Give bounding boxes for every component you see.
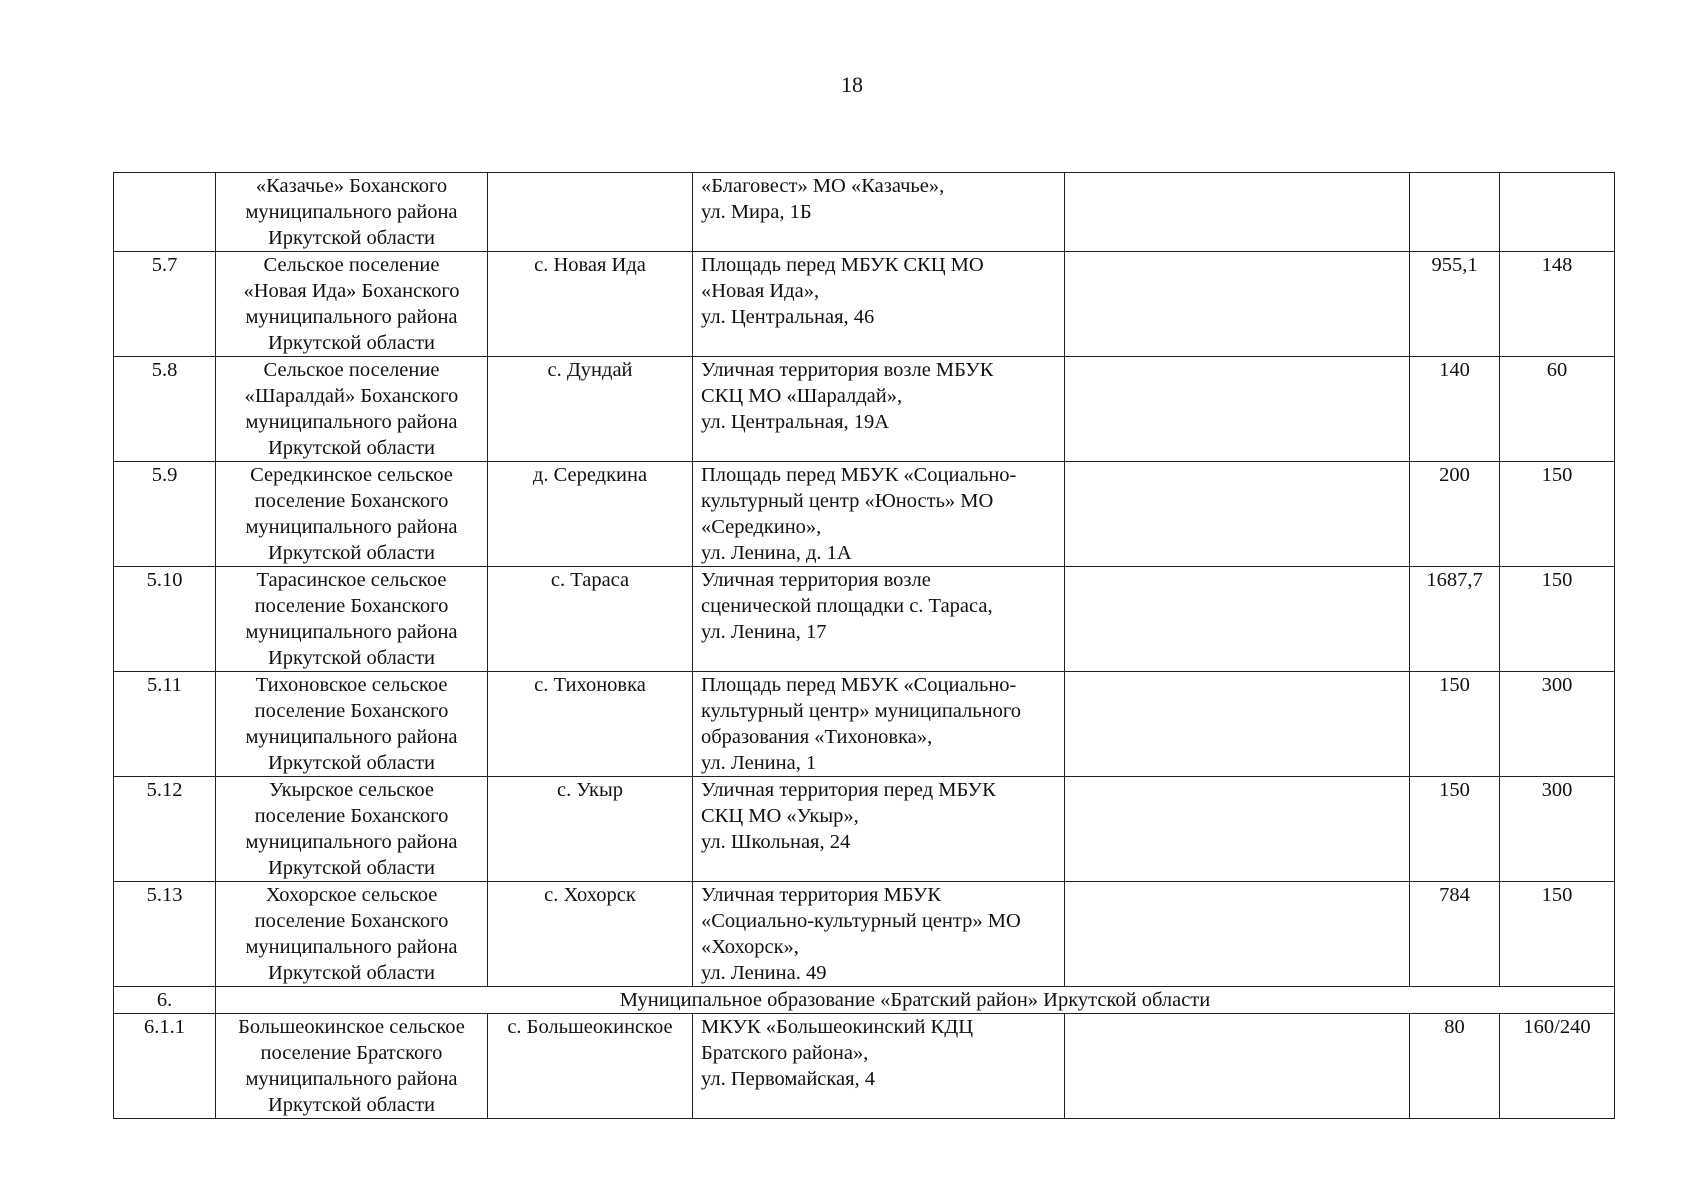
- area-value: 1687,7: [1410, 567, 1500, 672]
- settlement-name-line: «Новая Ида» Боханского: [243, 280, 460, 302]
- area-value: 150: [1410, 672, 1500, 777]
- table-row: [114, 173, 1615, 252]
- section-title: Муниципальное образование «Братский район» Иркутской области: [216, 987, 1615, 1014]
- settlement-name-line: муниципального района: [245, 936, 458, 958]
- settlement-name-line: Иркутской области: [267, 752, 436, 774]
- capacity-value: 300: [1500, 672, 1615, 777]
- settlement-name: [216, 882, 488, 987]
- section-row: [114, 987, 1615, 1014]
- capacity-value: 148: [1500, 252, 1615, 357]
- locality: с. Дундай: [488, 357, 693, 462]
- capacity-value: [1500, 173, 1615, 252]
- empty-cell: [1065, 462, 1410, 567]
- venue-address-line: «Социально-культурный центр» МО: [701, 910, 1021, 932]
- empty-cell: [1065, 1014, 1410, 1119]
- capacity-value: 160/240: [1500, 1014, 1615, 1119]
- row-number: [114, 173, 216, 252]
- venue-address-line: Уличная территория возле МБУК: [701, 359, 994, 381]
- row-number: 5.13: [114, 882, 216, 987]
- area-value: 200: [1410, 462, 1500, 567]
- venue-address: [693, 567, 1065, 672]
- venue-address-line: ул. Первомайская, 4: [701, 1068, 876, 1090]
- venue-address-line: «Середкино»,: [701, 516, 822, 538]
- settlement-name-line: поселение Боханского: [254, 910, 449, 932]
- settlement-name-line: Иркутской области: [267, 332, 436, 354]
- venue-address-line: СКЦ МО «Укыр»,: [701, 805, 859, 827]
- settlement-name-line: «Шаралдай» Боханского: [244, 385, 459, 407]
- venue-address-line: Площадь перед МБУК «Социально-: [701, 464, 1017, 486]
- settlement-name: [216, 1014, 488, 1119]
- table-row: [114, 462, 1615, 567]
- settlement-name-line: муниципального района: [245, 621, 458, 643]
- row-number: 5.7: [114, 252, 216, 357]
- venue-address-line: культурный центр» муниципального: [701, 700, 1022, 722]
- settlement-name-line: поселение Боханского: [254, 700, 449, 722]
- settlement-name: [216, 777, 488, 882]
- row-number: 5.12: [114, 777, 216, 882]
- settlement-name: [216, 357, 488, 462]
- venue-address-line: «Благовест» МО «Казачье»,: [701, 175, 945, 197]
- settlement-name-line: муниципального района: [245, 831, 458, 853]
- locality: с. Новая Ида: [488, 252, 693, 357]
- table-row: [114, 567, 1615, 672]
- venue-address-line: ул. Центральная, 46: [701, 306, 875, 328]
- section-number: 6.: [114, 987, 216, 1014]
- venue-address-line: ул. Ленина, 1: [701, 752, 817, 774]
- settlement-name-line: поселение Боханского: [254, 595, 449, 617]
- settlement-name-line: муниципального района: [245, 201, 458, 223]
- venue-address-line: сценической площадки с. Тараса,: [701, 595, 993, 617]
- row-number: 5.10: [114, 567, 216, 672]
- settlement-name-line: поселение Боханского: [254, 805, 449, 827]
- venue-address-line: Уличная территория возле: [701, 569, 931, 591]
- venue-address-line: Братского района»,: [701, 1042, 869, 1064]
- venue-address-line: Уличная территория МБУК: [701, 884, 942, 906]
- settlement-name-line: муниципального района: [245, 411, 458, 433]
- settlement-name-line: муниципального района: [245, 516, 458, 538]
- settlement-name-line: муниципального района: [245, 726, 458, 748]
- venue-address-line: Площадь перед МБУК «Социально-: [701, 674, 1017, 696]
- locality: с. Тараса: [488, 567, 693, 672]
- row-number: 6.1.1: [114, 1014, 216, 1119]
- capacity-value: 150: [1500, 567, 1615, 672]
- area-value: 955,1: [1410, 252, 1500, 357]
- locality: с. Укыр: [488, 777, 693, 882]
- empty-cell: [1065, 777, 1410, 882]
- venue-address-line: ул. Школьная, 24: [701, 831, 851, 853]
- venue-address: [693, 357, 1065, 462]
- settlement-name: [216, 672, 488, 777]
- settlement-name-line: Иркутской области: [267, 437, 436, 459]
- area-value: 140: [1410, 357, 1500, 462]
- settlement-name-line: Иркутской области: [267, 647, 436, 669]
- settlement-name-line: Иркутской области: [267, 542, 436, 564]
- venue-address-line: «Новая Ида»,: [701, 280, 820, 302]
- settlement-name-line: Укырское сельское: [268, 779, 435, 801]
- area-value: [1410, 173, 1500, 252]
- capacity-value: 300: [1500, 777, 1615, 882]
- settlement-name-line: Тарасинское сельское: [256, 569, 447, 591]
- table-row: [114, 882, 1615, 987]
- locality: д. Середкина: [488, 462, 693, 567]
- capacity-value: 150: [1500, 882, 1615, 987]
- table-row: [114, 1014, 1615, 1119]
- empty-cell: [1065, 672, 1410, 777]
- settlement-name-line: Большеокинское сельское: [238, 1016, 465, 1038]
- row-number: 5.8: [114, 357, 216, 462]
- settlement-name: [216, 252, 488, 357]
- venue-address: [693, 252, 1065, 357]
- row-number: 5.9: [114, 462, 216, 567]
- table-row: [114, 357, 1615, 462]
- venue-address: [693, 462, 1065, 567]
- capacity-value: 60: [1500, 357, 1615, 462]
- empty-cell: [1065, 882, 1410, 987]
- settlement-name: [216, 173, 488, 252]
- table-row: [114, 252, 1615, 357]
- settlement-name-line: муниципального района: [245, 306, 458, 328]
- empty-cell: [1065, 567, 1410, 672]
- area-value: 150: [1410, 777, 1500, 882]
- settlement-name-line: муниципального района: [245, 1068, 458, 1090]
- venue-address: [693, 777, 1065, 882]
- empty-cell: [1065, 357, 1410, 462]
- venue-address-line: МКУК «Большеокинский КДЦ: [701, 1016, 974, 1038]
- capacity-value: 150: [1500, 462, 1615, 567]
- venue-address-line: ул. Центральная, 19А: [701, 411, 890, 433]
- venue-address-line: ул. Ленина. 49: [701, 962, 827, 984]
- row-number: 5.11: [114, 672, 216, 777]
- table-row: [114, 672, 1615, 777]
- venue-address: [693, 1014, 1065, 1119]
- venue-address-line: ул. Ленина, 17: [701, 621, 827, 643]
- locality: с. Большеокинское: [488, 1014, 693, 1119]
- venue-address: [693, 173, 1065, 252]
- venue-address: [693, 672, 1065, 777]
- settlement-name-line: Иркутской области: [267, 227, 436, 249]
- settlement-name-line: Иркутской области: [267, 1094, 436, 1116]
- settlement-name: [216, 567, 488, 672]
- venue-address-line: ул. Мира, 1Б: [701, 201, 812, 223]
- settlement-name-line: поселение Боханского: [254, 490, 449, 512]
- settlement-name: [216, 462, 488, 567]
- locality: [488, 173, 693, 252]
- settlement-name-line: Хохорское сельское: [265, 884, 438, 906]
- settlement-name-line: «Казачье» Боханского: [255, 175, 448, 197]
- settlement-name-line: Сельское поселение: [263, 359, 440, 381]
- page-number: 18: [841, 72, 863, 97]
- venue-address-line: ул. Ленина, д. 1А: [701, 542, 852, 564]
- settlement-name-line: Иркутской области: [267, 857, 436, 879]
- settlement-name-line: Середкинское сельское: [250, 464, 453, 486]
- venue-address-line: Площадь перед МБУК СКЦ МО: [701, 254, 984, 276]
- table-row: [114, 777, 1615, 882]
- venue-address: [693, 882, 1065, 987]
- locality: с. Хохорск: [488, 882, 693, 987]
- area-value: 784: [1410, 882, 1500, 987]
- venue-address-line: «Хохорск»,: [701, 936, 799, 958]
- settlement-name-line: поселение Братского: [260, 1042, 443, 1064]
- venue-address-line: образования «Тихоновка»,: [701, 726, 933, 748]
- venue-address-line: Уличная территория перед МБУК: [701, 779, 996, 801]
- venues-table: [113, 172, 1615, 1119]
- venue-address-line: СКЦ МО «Шаралдай»,: [701, 385, 903, 407]
- settlement-name-line: Иркутской области: [267, 962, 436, 984]
- area-value: 80: [1410, 1014, 1500, 1119]
- settlement-name-line: Сельское поселение: [263, 254, 440, 276]
- empty-cell: [1065, 173, 1410, 252]
- venue-address-line: культурный центр «Юность» МО: [701, 490, 994, 512]
- settlement-name-line: Тихоновское сельское: [255, 674, 448, 696]
- locality: с. Тихоновка: [488, 672, 693, 777]
- empty-cell: [1065, 252, 1410, 357]
